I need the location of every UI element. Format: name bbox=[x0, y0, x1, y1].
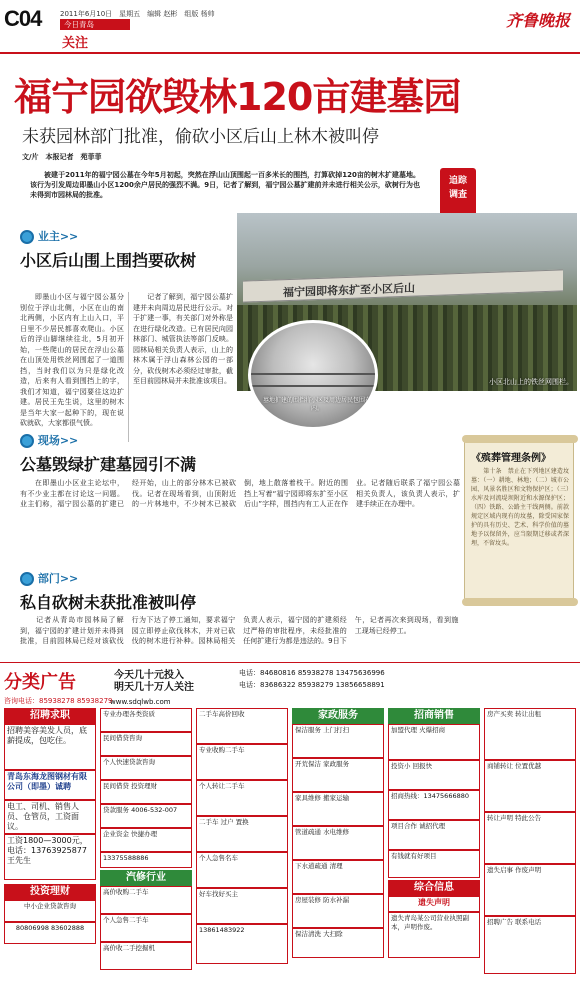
section2-icon bbox=[20, 434, 34, 448]
ad-car-4: 二手车 过户 置换 bbox=[196, 816, 288, 852]
ad-car-1: 二手车高价回收 bbox=[196, 708, 288, 744]
section3-para: 记者从青岛市园林局了解到，福宁园的扩建计划并未得到批准，目前园林局已经对该砍伐行为下达了停工通知，要求福宁园立即停止砍伐林木，并对已砍伐的树木进行补种。园林局相关负责人表示，福宁园的扩建须经过严格的审批程序，未经批准的任何扩建行为都是违法的。9日下午，记者再次来到现场，看到施工现场已经停工。 bbox=[20, 616, 459, 645]
section3-icon bbox=[20, 572, 34, 586]
ad-job-2: 青岛东海龙图钢材有限公司（即墨）诚聘 bbox=[4, 770, 96, 800]
ad-header-jobs: 招聘求职 bbox=[4, 708, 96, 724]
hotline-label: 咨询电话： bbox=[4, 697, 39, 705]
fence-sign-text: 福宁园即将东扩至小区后山 bbox=[283, 281, 415, 300]
ad-car-3: 个人转让二手车 bbox=[196, 780, 288, 816]
ad-notice-text: 遗失青岛某公司营业执照副本，声明作废。 bbox=[388, 912, 480, 958]
ad-slogan-1: 今天几十元投入 bbox=[114, 670, 184, 681]
ad-house-7: 保洁清洗 大扫除 bbox=[292, 928, 384, 958]
section2-tag-text: 现场>> bbox=[37, 434, 79, 447]
ad-sales-3: 招商热线：13475666880 bbox=[388, 790, 480, 820]
section3-title: 私自砍树未获批准被叫停 bbox=[20, 593, 197, 612]
ad-slogan-2: 明天几十万人关注 bbox=[114, 682, 194, 693]
section1-tag-text: 业主>> bbox=[37, 230, 79, 243]
section1-para1: 即墨山小区与福宁园公墓分别位于浮山北侧，小区在山的南北两侧，小区内有上山入口，平日里不少居民都喜欢爬山。小区后的浮山脚继续往北，5月初开始，一些爬山的居民在浮山公墓在山顶处用铁丝网围起了一道围挡，当时我们以为只是绿化改造，后来有人看到围挡上的字，我们才知道，福宁园要往这边扩建。居民王先生说，这里的树木是当年大家一起种下的，现在说砍就砍，大家都很气愤。 bbox=[20, 293, 124, 427]
fence-banner bbox=[243, 269, 563, 302]
ad-job-4: 工资1800—3000元，电话：13763925877 王先生 bbox=[4, 834, 96, 880]
section2-para: 在即墨山小区业主论坛中，有不少业主都在讨论这一问题。业主们称，福宁园公墓的扩建已经开始，山上的部分林木已被砍伐。记者在现场看到，山顶附近的一片林地中，不少树木已被砍倒，地上散落着枝干。附近的围挡上写着“福宁园即将东扩至小区后山”字样，围挡内有工人正在作业。记者随后联系了福宁园公墓相关负责人，该负责人表示，扩建手续正在办理中。 bbox=[20, 479, 460, 508]
ad-misc-5: 招聘广告 联系电话 bbox=[484, 916, 576, 974]
ad-finance-1: 中小企业贷款咨询 bbox=[4, 900, 96, 922]
ad-loan-7: 13375588886 bbox=[100, 852, 192, 868]
photo-caption-2: 墓地扩建的围挡将小区及周边居民包围在内。 bbox=[262, 397, 371, 412]
ad-car-7: 13861483922 bbox=[196, 924, 288, 964]
sidebar-text: 第十条 禁止在下列地区建造坟墓：（一）耕地、林地；（二）城市公园、风景名胜区和文物保护区；（三）水库及河流堤坝附近和水源保护区；（四）铁路、公路主干线两侧。前款规定区域内现有的坟墓，除受国家保护的具有历史、艺术、科学价值的墓地予以保留外，应当限期迁移或者深埋，不留坟头。 bbox=[471, 468, 569, 547]
ad-loan-6: 企业资金 快捷办理 bbox=[100, 828, 192, 852]
section3-tag-text: 部门>> bbox=[37, 572, 79, 585]
section2-title: 公墓毁绿扩建墓园引不满 bbox=[20, 455, 197, 474]
ad-house-4: 管道疏通 水电维修 bbox=[292, 826, 384, 860]
ad-sales-2: 投资小 回报快 bbox=[388, 760, 480, 790]
ad-phone-row-1: 电话：84680816 85938278 13475636996 bbox=[239, 669, 385, 677]
ad-house-3: 家具维修 搬家运输 bbox=[292, 792, 384, 826]
ad-header-housekeeping: 家政服务 bbox=[292, 708, 384, 724]
ad-house-2: 开荒保洁 家政服务 bbox=[292, 758, 384, 792]
ad-sales-5: 有钱就有好项目 bbox=[388, 850, 480, 878]
section2-tag bbox=[20, 432, 78, 448]
ad-misc-4: 遗失启事 作废声明 bbox=[484, 864, 576, 916]
section1-icon bbox=[20, 230, 34, 244]
ad-misc-1: 房产买卖 转让出租 bbox=[484, 708, 576, 760]
ad-loan-2: 民间借贷咨询 bbox=[100, 732, 192, 756]
ad-header-finance: 投资理财 bbox=[4, 884, 96, 900]
ad-phone-row-2: 电话：83686322 85938279 13856658891 bbox=[239, 681, 385, 689]
ad-auto-3: 高价收二手挖掘机 bbox=[100, 942, 192, 970]
ad-loan-1: 专业办理各类资质 bbox=[100, 708, 192, 732]
subheadline: 未获园林部门批准，偷砍小区后山上林木被叫停 bbox=[22, 127, 379, 147]
ad-header-misc: 综合信息 bbox=[388, 880, 480, 896]
byline: 文/片 本报记者 苑菲菲 bbox=[22, 153, 102, 161]
ad-sales-4: 项目合作 诚招代理 bbox=[388, 820, 480, 850]
ad-loan-5: 贷款服务 4006-532-007 bbox=[100, 804, 192, 828]
ad-car-5: 个人急售名车 bbox=[196, 852, 288, 888]
ad-car-6: 好车找好买主 bbox=[196, 888, 288, 924]
inset-photo bbox=[248, 320, 378, 430]
ad-header-sales: 招商销售 bbox=[388, 708, 480, 724]
ad-house-5: 下水道疏通 清理 bbox=[292, 860, 384, 894]
ad-header-auto: 汽修行业 bbox=[100, 870, 192, 886]
regulation-sidebar bbox=[464, 438, 574, 603]
ad-misc-2: 商铺转让 位置优越 bbox=[484, 760, 576, 812]
sidebar-title: 《殡葬管理条例》 bbox=[471, 453, 551, 464]
ad-banner-title: 分类广告 bbox=[4, 672, 76, 693]
page-meta: 2011年6月10日 星期五 编辑 赵彬 组版 杨帅 bbox=[60, 10, 215, 18]
ad-sales-1: 加盟代理 火爆招商 bbox=[388, 724, 480, 760]
ad-notice-title: 遗失声明 bbox=[388, 896, 480, 912]
lead-paragraph: 被建于2011年的福宁园公墓在今年5月初起，突然在浮山山顶围起一百多米长的围挡，打算砍掉120亩的树木扩建墓地。该行为引发周边即墨山小区1200余户居民的强烈不满。9日，记者了解到，福宁园公墓扩建前并未进行相关公示，砍树行为也未得到市园林局的批准。 bbox=[30, 171, 420, 199]
ad-loan-3: 个人快速贷款咨询 bbox=[100, 756, 192, 780]
ad-car-2: 专业收购二手车 bbox=[196, 744, 288, 780]
ad-finance-2: 80806998 83602888 bbox=[4, 922, 96, 944]
ad-auto-1: 高价收购二手车 bbox=[100, 886, 192, 914]
ad-house-1: 保洁服务 上门打扫 bbox=[292, 724, 384, 758]
section-top-label: 今日青岛 bbox=[60, 19, 130, 30]
ad-house-6: 房屋装修 防水补漏 bbox=[292, 894, 384, 928]
ad-misc-3: 转让声明 特此公告 bbox=[484, 812, 576, 864]
badge-text: 追踪调查 bbox=[448, 176, 467, 200]
section1-tag bbox=[20, 228, 78, 244]
brand-logo: 齐鲁晚报 bbox=[505, 11, 570, 30]
ad-job-1: 招聘美容美发人员，底薪提成，包吃住。 bbox=[4, 724, 96, 770]
ad-auto-2: 个人急售二手车 bbox=[100, 914, 192, 942]
ad-job-3: 电工、司机、销售人员、仓管员，工资面议。 bbox=[4, 800, 96, 834]
ad-hotline bbox=[4, 696, 112, 706]
section-label: 关注 bbox=[62, 36, 89, 51]
photo-caption-1: 小区北山上的铁丝网围栏。 bbox=[489, 378, 573, 386]
ad-web: www.sdqlwb.com bbox=[110, 698, 171, 706]
section3-tag bbox=[20, 570, 78, 586]
hotline-number: 85938278 85938279 bbox=[39, 697, 113, 705]
page-number: C04 bbox=[4, 6, 42, 31]
ad-loan-4: 民间借贷 投资理财 bbox=[100, 780, 192, 804]
ad-top-bar bbox=[4, 666, 574, 694]
investigation-badge bbox=[440, 168, 476, 216]
headline: 福宁园欲毁林120亩建墓园 bbox=[14, 75, 461, 119]
section1-para2: 记者了解到，福宁园公墓扩建并未向周边居民进行公示。对于扩建一事，有关部门对外称是在进行绿化改造。已有居民向园林部门、城管执法等部门反映。园林局相关负责人表示，山上的林木属于浮山森林公园的一部分，砍伐树木必须经过审批，截至目前园林局并未批准该项目。 bbox=[133, 293, 233, 385]
section1-title: 小区后山围上围挡要砍树 bbox=[20, 251, 197, 270]
